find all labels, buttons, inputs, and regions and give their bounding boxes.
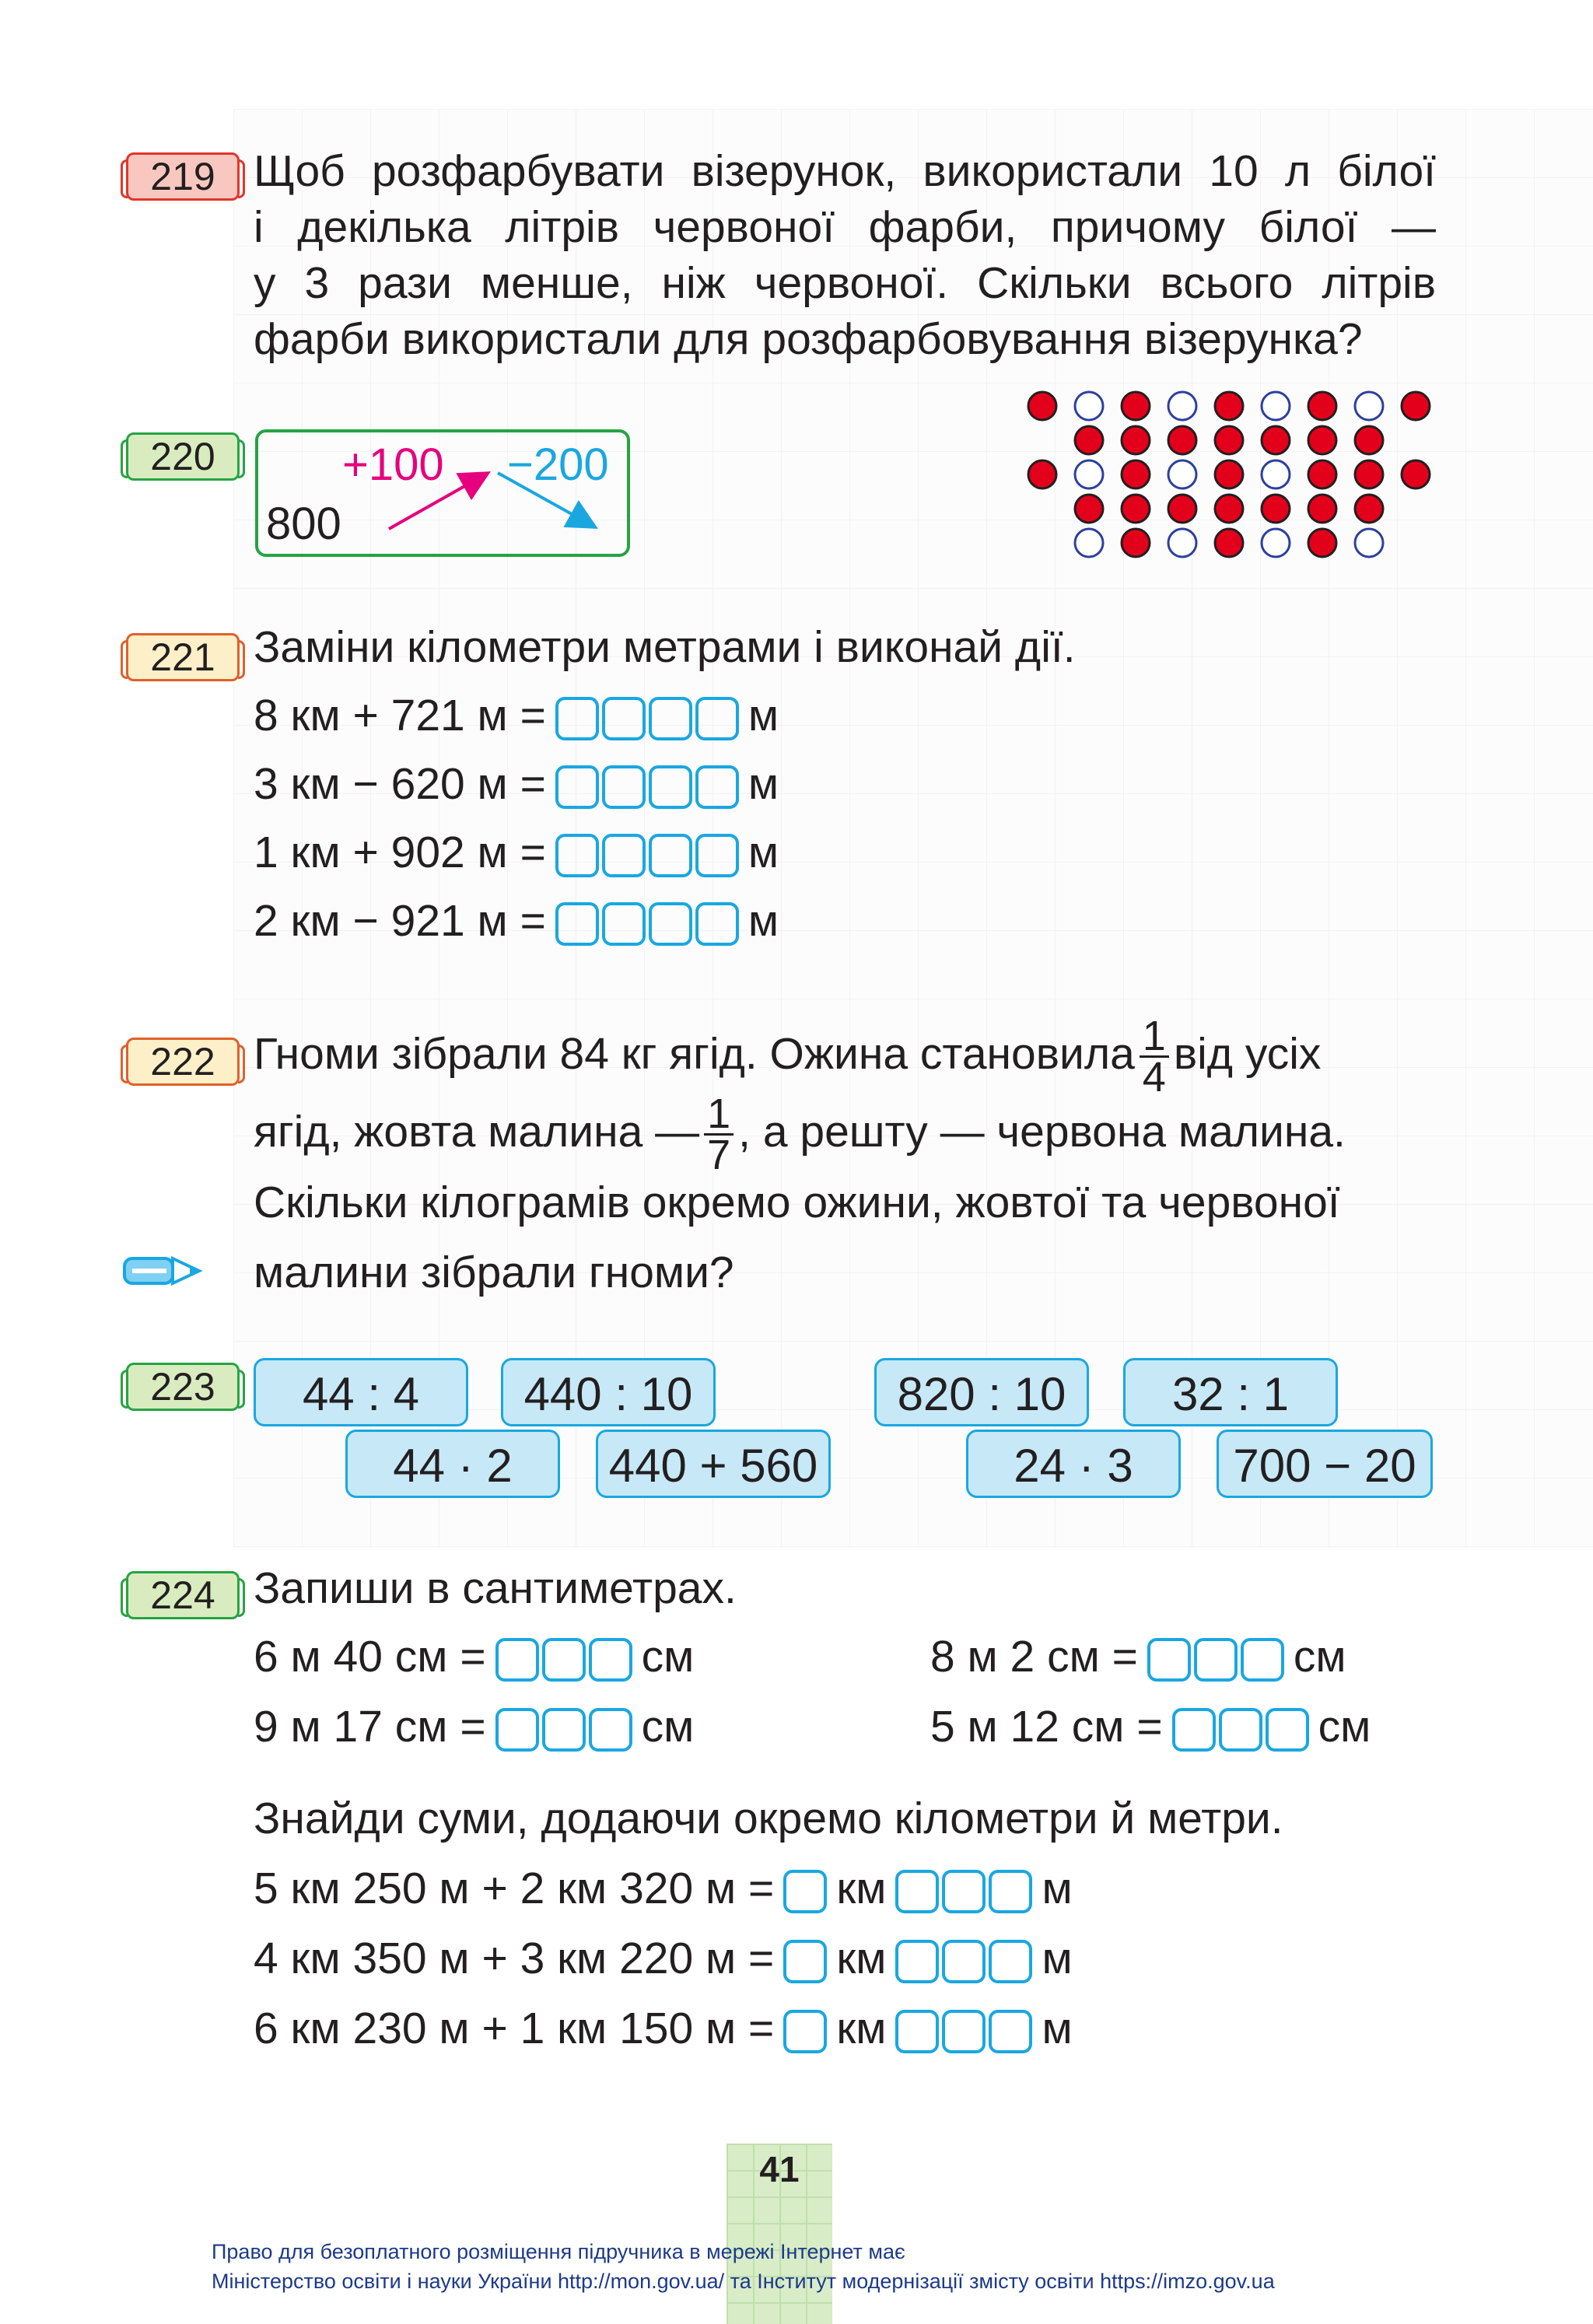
answer-boxes[interactable]	[495, 1708, 632, 1752]
km-box[interactable]	[783, 2010, 827, 2053]
row-unit: см	[1293, 1632, 1346, 1682]
answer-boxes[interactable]	[555, 834, 739, 877]
problem-222-line-3: Скільки кілограмів окремо ожини, жовтої та червоної	[254, 1178, 1340, 1227]
text: , а решту — червона малина.	[738, 1107, 1346, 1157]
red-dot	[1308, 460, 1336, 488]
cm-row	[254, 1629, 694, 1685]
row-unit: м	[747, 759, 779, 809]
numerator: 1	[704, 1094, 733, 1136]
problem-number-219: 219	[126, 152, 240, 201]
row-unit: см	[1318, 1702, 1371, 1752]
page-number: 41	[759, 2149, 800, 2189]
red-dot	[1355, 426, 1383, 454]
white-dot	[1075, 460, 1103, 488]
answer-boxes[interactable]	[1147, 1638, 1284, 1682]
row-expr: 6 км 230 м + 1 км 150 м =	[254, 2004, 775, 2053]
conversion-row	[254, 824, 779, 880]
problem-224-title: Запиши в сантиметрах.	[254, 1563, 737, 1613]
answer-boxes[interactable]	[555, 697, 739, 740]
sum-row	[254, 2000, 1073, 2056]
red-dot	[1122, 460, 1150, 488]
expression-card: 440 + 560	[596, 1430, 831, 1498]
sum-row	[254, 1930, 1073, 1986]
problem-number-224: 224	[126, 1571, 240, 1619]
chain-arrows	[255, 429, 630, 557]
row-expr: 1 км + 902 м =	[254, 828, 546, 877]
problem-219-line-2: і декілька літрів червоної фарби, причому білої —	[254, 202, 1436, 252]
dot-pattern	[1011, 384, 1447, 571]
red-dot	[1402, 460, 1430, 488]
m-boxes[interactable]	[895, 1940, 1032, 1983]
problem-219-line-4: фарби використали для розфарбовування візерунка?	[254, 314, 1363, 364]
conversion-row	[254, 893, 779, 949]
conversion-row	[254, 756, 779, 812]
km-box[interactable]	[783, 1940, 827, 1983]
red-dot	[1355, 460, 1383, 488]
row-expr: 2 км − 921 м =	[254, 896, 546, 946]
footer-line-1: Право для безоплатного розміщення підручника в мережі Інтернет має	[212, 2240, 905, 2263]
row-unit: м	[747, 896, 779, 946]
row-expr: 8 м 2 см =	[930, 1632, 1138, 1682]
problem-number-223: 223	[126, 1363, 240, 1411]
km-box[interactable]	[783, 1870, 827, 1913]
red-dot	[1122, 495, 1150, 523]
denominator: 7	[707, 1132, 731, 1179]
red-dot	[1215, 392, 1243, 420]
row-unit: м	[747, 828, 779, 877]
red-dot	[1308, 529, 1336, 557]
answer-boxes[interactable]	[555, 765, 739, 809]
red-dot	[1168, 426, 1196, 454]
problem-221-title: Заміни кілометри метрами і виконай дії.	[254, 622, 1076, 672]
problem-219-line-1: Щоб розфарбувати візерунок, використали 10 л білої	[254, 146, 1436, 196]
red-dot	[1075, 495, 1103, 523]
answer-boxes[interactable]	[1172, 1708, 1309, 1752]
unit-m: м	[1042, 1864, 1073, 1913]
problem-219-line-3: у 3 рази менше, ніж червоної. Скільки всього літрів	[254, 258, 1436, 308]
red-dot	[1215, 495, 1243, 523]
expression-card: 44 : 4	[254, 1358, 468, 1426]
unit-km: км	[836, 2004, 887, 2053]
fraction-1-7	[704, 1090, 733, 1179]
sum-row	[254, 1860, 1073, 1916]
cm-row	[930, 1629, 1346, 1685]
conversion-row	[254, 688, 779, 744]
problem-number-221: 221	[126, 633, 240, 681]
unit-km: км	[836, 1934, 887, 1983]
text: Гноми зібрали 84 кг ягід. Ожина становила	[254, 1029, 1135, 1079]
expression-card: 24 · 3	[966, 1430, 1181, 1498]
red-dot	[1402, 392, 1430, 420]
problem-222-line-2	[254, 1089, 1346, 1179]
red-dot	[1122, 392, 1150, 420]
white-dot	[1168, 460, 1196, 488]
problem-222-line-1	[254, 1011, 1322, 1101]
unit-m: м	[1042, 2004, 1073, 2053]
red-dot	[1355, 495, 1383, 523]
answer-boxes[interactable]	[555, 902, 739, 946]
row-expr: 8 км + 721 м =	[254, 691, 546, 740]
problem-219-text	[254, 143, 1436, 367]
text: від усіх	[1173, 1029, 1322, 1079]
white-dot	[1168, 392, 1196, 420]
row-expr: 9 м 17 см =	[254, 1702, 486, 1752]
row-unit: м	[747, 691, 779, 740]
white-dot	[1355, 529, 1383, 557]
red-dot	[1028, 392, 1056, 420]
red-dot	[1262, 495, 1290, 523]
expression-card: 700 − 20	[1217, 1430, 1433, 1498]
problem-222-line-4: малини зібрали гноми?	[254, 1248, 734, 1297]
row-expr: 6 м 40 см =	[254, 1632, 486, 1682]
problem-number-220: 220	[126, 432, 240, 481]
white-dot	[1075, 392, 1103, 420]
answer-boxes[interactable]	[495, 1638, 632, 1682]
red-dot	[1308, 495, 1336, 523]
m-boxes[interactable]	[895, 2010, 1032, 2053]
unit-m: м	[1042, 1934, 1073, 1983]
footer-line-2: Міністерство освіти і науки України http://mon.gov.ua/ та Інститут модернізації змісту освіти https://imzo.gov.ua	[212, 2270, 1275, 2293]
red-dot	[1168, 495, 1196, 523]
chain-start-value: 800	[266, 499, 341, 549]
problem-224-title-2: Знайди суми, додаючи окремо кілометри й метри.	[254, 1794, 1283, 1843]
red-dot	[1262, 426, 1290, 454]
problem-number-222: 222	[126, 1038, 240, 1086]
arrow-pink-icon	[389, 474, 485, 529]
white-dot	[1262, 529, 1290, 557]
red-dot	[1028, 460, 1056, 488]
chain-op-plus: +100	[342, 439, 444, 490]
red-dot	[1122, 426, 1150, 454]
m-boxes[interactable]	[895, 1870, 1032, 1913]
cm-row	[930, 1699, 1371, 1755]
text: ягід, жовта малина —	[254, 1107, 700, 1157]
pencil-icon	[121, 1252, 202, 1290]
expression-card: 32 : 1	[1123, 1358, 1338, 1426]
red-dot	[1308, 392, 1336, 420]
red-dot	[1122, 529, 1150, 557]
row-expr: 4 км 350 м + 3 км 220 м =	[254, 1934, 775, 1983]
red-dot	[1075, 426, 1103, 454]
red-dot	[1215, 426, 1243, 454]
expression-card: 44 · 2	[345, 1430, 560, 1498]
numerator: 1	[1140, 1017, 1169, 1058]
row-expr: 5 км 250 м + 2 км 320 м =	[254, 1864, 775, 1913]
white-dot	[1262, 392, 1290, 420]
unit-km: км	[836, 1864, 887, 1913]
white-dot	[1262, 460, 1290, 488]
red-dot	[1308, 426, 1336, 454]
expression-card: 820 : 10	[874, 1358, 1089, 1426]
white-dot	[1075, 529, 1103, 557]
white-dot	[1168, 529, 1196, 557]
row-unit: см	[641, 1702, 695, 1752]
fraction-1-4	[1140, 1013, 1169, 1101]
red-dot	[1215, 529, 1243, 557]
arrow-blue-icon	[498, 473, 593, 526]
row-expr: 3 км − 620 м =	[254, 759, 546, 809]
denominator: 4	[1142, 1054, 1166, 1101]
chain-op-minus: −200	[507, 439, 609, 490]
white-dot	[1355, 392, 1383, 420]
expression-card: 440 : 10	[501, 1358, 716, 1426]
red-dot	[1215, 460, 1243, 488]
cm-row	[254, 1699, 694, 1755]
row-expr: 5 м 12 см =	[930, 1702, 1163, 1752]
row-unit: см	[641, 1632, 695, 1682]
